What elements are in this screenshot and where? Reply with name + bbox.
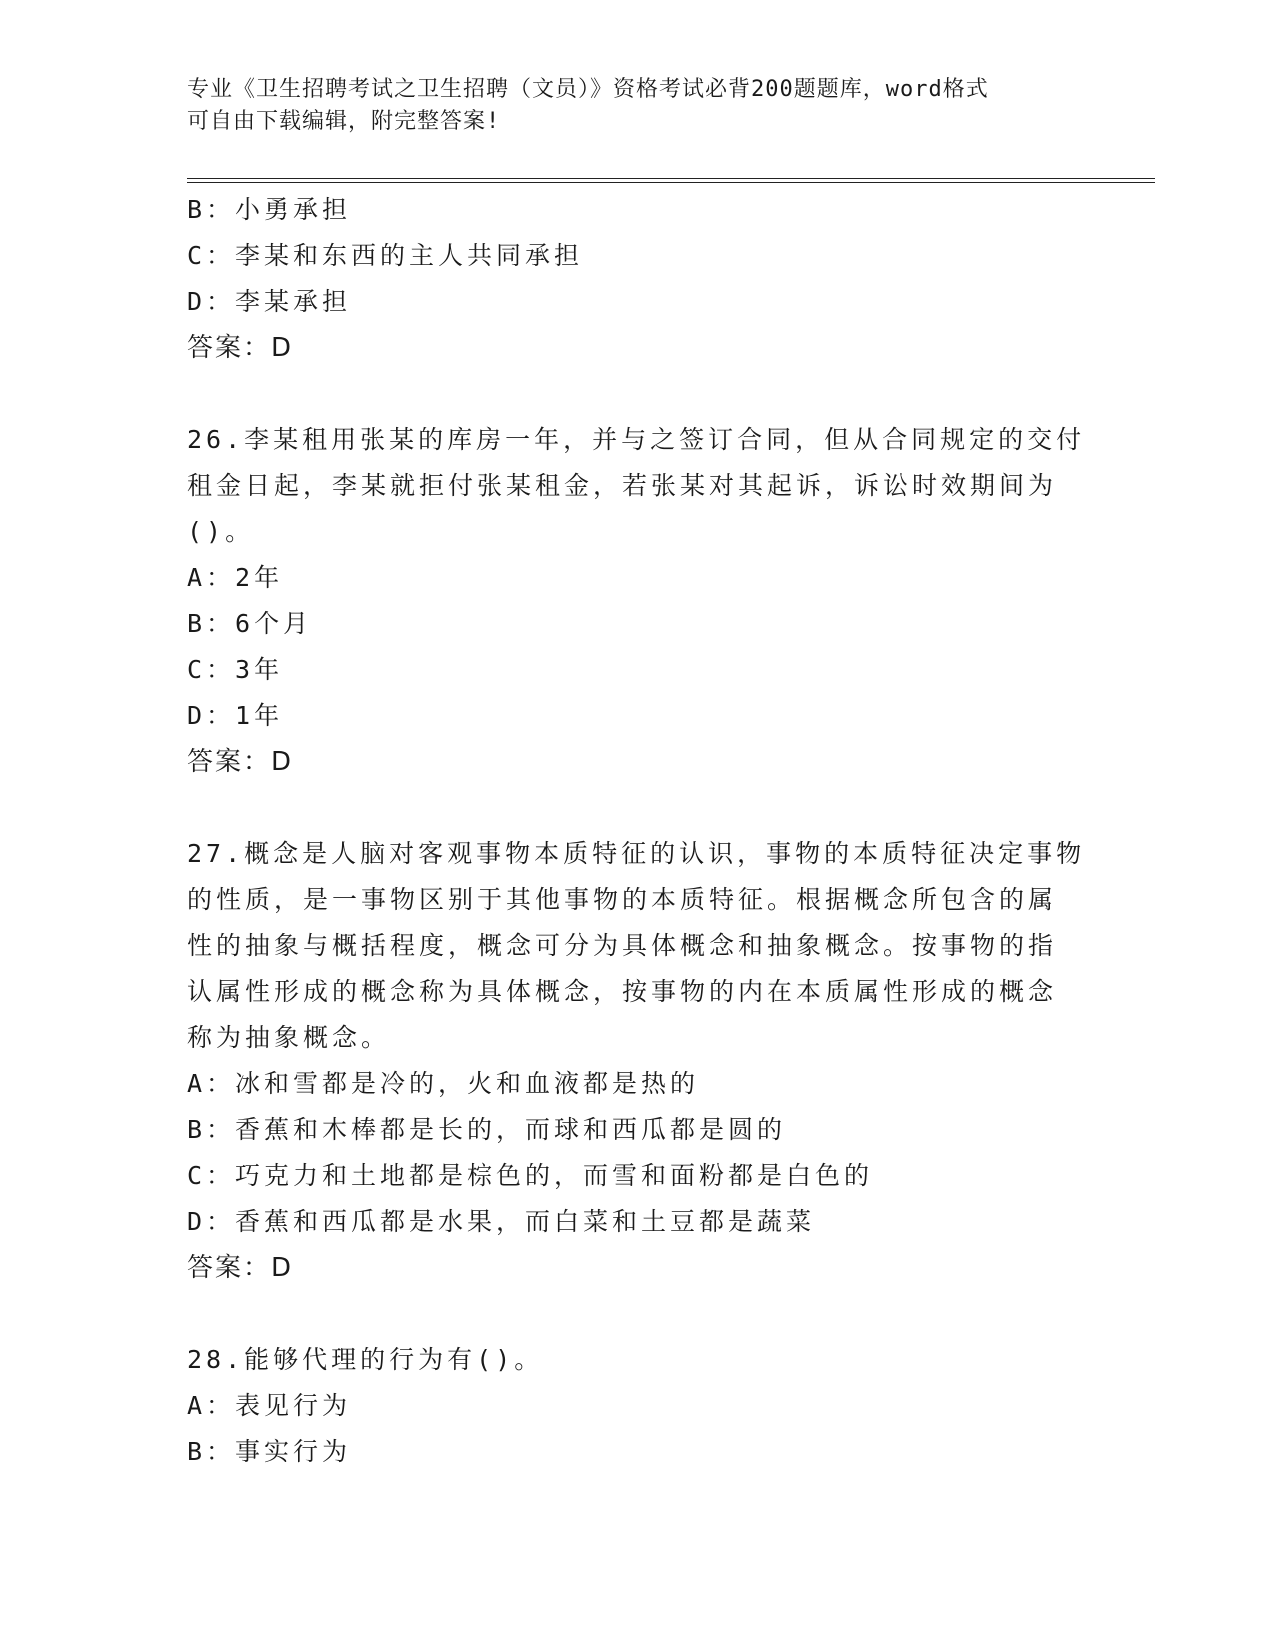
option-b: B：小勇承担: [187, 195, 352, 224]
spacer: [187, 371, 1087, 417]
option-d: D：李某承担: [187, 287, 352, 316]
answer-line: 答案：D: [187, 333, 294, 363]
spacer: [187, 1291, 1087, 1337]
question-stem-line: ()。: [187, 517, 255, 546]
answer-line: 答案：D: [187, 1253, 294, 1283]
option-b: B：香蕉和木棒都是长的，而球和西瓜都是圆的: [187, 1115, 787, 1144]
document-header: [187, 74, 1087, 138]
question-stem-line: 26.李某租用张某的库房一年，并与之签订合同，但从合同规定的交付: [187, 425, 1086, 454]
header-divider-bottom: [187, 182, 1155, 183]
question-28: [187, 1337, 1087, 1475]
option-a: A：表见行为: [187, 1391, 352, 1420]
question-list: [187, 187, 1087, 1475]
question-26: [187, 417, 1087, 785]
spacer: [187, 785, 1087, 831]
option-c: C：3年: [187, 655, 284, 684]
question-stem-line: 的性质，是一事物区别于其他事物的本质特征。根据概念所包含的属: [187, 885, 1058, 914]
option-c: C：李某和东西的主人共同承担: [187, 241, 584, 270]
option-d: D：香蕉和西瓜都是水果，而白菜和土豆都是蔬菜: [187, 1207, 816, 1236]
header-line-1: 专业《卫生招聘考试之卫生招聘（文员）》资格考试必背200题题库，word格式: [187, 77, 989, 102]
question-stem-line: 性的抽象与概括程度，概念可分为具体概念和抽象概念。按事物的指: [187, 931, 1058, 960]
question-stem-line: 28.能够代理的行为有()。: [187, 1345, 544, 1374]
option-a: A：2年: [187, 563, 284, 592]
question-stem-line: 租金日起，李某就拒付张某租金，若张某对其起诉，诉讼时效期间为: [187, 471, 1058, 500]
option-b: B：事实行为: [187, 1437, 352, 1466]
answer-line: 答案：D: [187, 747, 294, 777]
option-a: A：冰和雪都是冷的，火和血液都是热的: [187, 1069, 700, 1098]
header-line-2: 可自由下载编辑，附完整答案!: [187, 109, 501, 134]
question-stem-line: 27.概念是人脑对客观事物本质特征的认识，事物的本质特征决定事物: [187, 839, 1086, 868]
question-stem-line: 称为抽象概念。: [187, 1023, 391, 1052]
question-stem-line: 认属性形成的概念称为具体概念，按事物的内在本质属性形成的概念: [187, 977, 1058, 1006]
question-25-continued: [187, 187, 1087, 371]
option-d: D：1年: [187, 701, 284, 730]
option-b: B：6个月: [187, 609, 313, 638]
header-divider-top: [187, 178, 1155, 179]
question-27: [187, 831, 1087, 1291]
option-c: C：巧克力和土地都是棕色的，而雪和面粉都是白色的: [187, 1161, 874, 1190]
